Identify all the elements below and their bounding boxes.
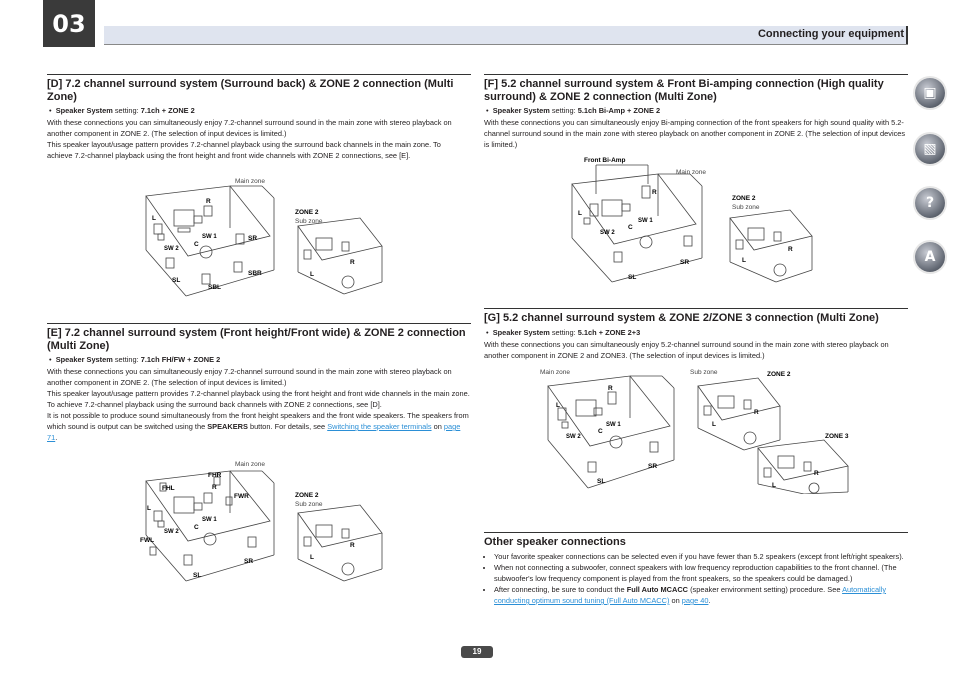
main-zone-label: Main zone: [235, 178, 265, 185]
zone2-speaker-l: L: [712, 421, 716, 428]
other-section-rule: [484, 532, 908, 533]
zone2-label: ZONE 2: [295, 492, 319, 499]
front-biamp-label: Front Bi-Amp: [584, 157, 626, 164]
speaker-sr: SR: [680, 259, 690, 266]
section-f-body: With these connections you can simultaneously enjoy Bi-amping connection of the front speakers for high sound quality with 5.2-channel surround sound in the main zone with stereo playback on another component in ZONE 2. (The selection of input devices is limited.): [484, 118, 906, 149]
other-section-title: Other speaker connections: [484, 536, 626, 548]
zone2-speaker-r: R: [754, 409, 759, 416]
section-g-title: [G] 5.2 channel surround system & ZONE 2/ZONE 3 connection (Multi Zone): [484, 312, 879, 324]
zone3-speaker-l: L: [772, 482, 776, 489]
section-d-setting: • Speaker System setting: 7.1ch + ZONE 2: [49, 106, 195, 115]
section-e-rule: [47, 323, 471, 324]
section-d-title: [D] 7.2 channel surround system (Surround back) & ZONE 2 connection (Multi Zone): [47, 78, 454, 103]
speaker-sl: SL: [193, 572, 202, 579]
speaker-fhl: FHL: [162, 485, 175, 492]
section-e-title: [E] 7.2 channel surround system (Front height/Front wide) & ZONE 2 connection (Multi Zone): [47, 327, 466, 352]
section-g-setting: • Speaker System setting: 5.1ch + ZONE 2+3: [486, 328, 641, 337]
speaker-sw1: SW 1: [606, 422, 621, 428]
page-header-title: Connecting your equipment: [757, 28, 904, 40]
speaker-r: R: [608, 385, 613, 392]
section-e-body: With these connections you can simultaneously enjoy 7.2-channel surround sound in the main zone with stereo playback on another component in ZONE 2. (The selection of input devices is limited.) This speaker layout/usage pattern provides 7.2-channel playback using the front height and front wide channels in the main zone. To achieve 7.2-channel playback using the surround back channels with ZONE 2 connections, see [D]. It is not possible to produce sound simultaneously from the front height speakers and the front wide speakers. The speakers from which sound is output can be switched using the SPEAKERS button. For details, see Switching the speaker terminals on page 71.: [47, 367, 470, 442]
link-switching-speaker-terminals[interactable]: Switching the speaker terminals: [327, 422, 432, 431]
zone2-label: ZONE 2: [732, 195, 756, 202]
zone2-label: ZONE 2: [295, 209, 319, 216]
sub-zone-label: Sub zone: [732, 204, 760, 211]
section-d-rule: [47, 74, 471, 75]
zone2-speaker-r: R: [350, 259, 355, 266]
section-e-setting: • Speaker System setting: 7.1ch FH/FW + ZONE 2: [49, 355, 221, 364]
section-f-title: [F] 5.2 channel surround system & Front Bi-amping connection (High quality surround) & ZONE 2 connection (Multi Zone): [484, 78, 884, 103]
speaker-l: L: [147, 505, 151, 512]
sub-zone-label: Sub zone: [295, 218, 323, 225]
sub-zone-label: Sub zone: [295, 501, 323, 508]
speaker-fhr: FHR: [208, 472, 222, 479]
speaker-l: L: [152, 215, 156, 222]
diagram-f: [566, 152, 826, 286]
diagram-g: [538, 366, 858, 494]
glossary-icon[interactable]: A: [915, 242, 945, 272]
speaker-sl: SL: [597, 478, 606, 485]
diagram-d: [130, 176, 390, 300]
book-icon[interactable]: ▣: [915, 78, 945, 108]
speaker-sw2: SW 2: [164, 246, 179, 252]
speaker-sw2: SW 2: [600, 230, 615, 236]
speaker-sbr: SBR: [248, 270, 262, 277]
speaker-sl: SL: [172, 277, 181, 284]
link-full-auto-mcacc[interactable]: Automatically conducting optimum sound tuning (Full Auto MCACC): [494, 585, 887, 605]
list-item: • When not connecting a subwoofer, connect speakers with low frequency reproduction capabilities to the front channel. (The subwoofer's low frequency component is played from the front speakers, so the speakers could be damaged.): [494, 562, 908, 584]
speaker-sr: SR: [244, 558, 254, 565]
speaker-sw2: SW 2: [164, 529, 179, 535]
remote-icon[interactable]: ▧: [915, 134, 945, 164]
speaker-r: R: [652, 189, 657, 196]
section-g-rule: [484, 308, 908, 309]
speaker-sr: SR: [648, 463, 658, 470]
zone2-speaker-l: L: [310, 554, 314, 561]
main-zone-label: Main zone: [676, 169, 706, 176]
link-page-71[interactable]: page 71: [47, 422, 461, 442]
zone2-speaker-r: R: [788, 246, 793, 253]
speaker-fwr: FWR: [234, 493, 249, 500]
speaker-l: L: [556, 402, 560, 409]
zone2-label: ZONE 2: [767, 371, 791, 378]
list-item: • After connecting, be sure to conduct the Full Auto MCACC (speaker environment setting) procedure. See Automatically conducting optimum sound tuning (Full Auto MCACC) on page 40.: [494, 584, 908, 606]
section-f-rule: [484, 74, 908, 75]
speaker-sw1: SW 1: [202, 234, 217, 240]
zone2-speaker-l: L: [310, 271, 314, 278]
zone3-speaker-r: R: [814, 470, 819, 477]
speaker-sw1: SW 1: [202, 517, 217, 523]
page-number: 19: [461, 646, 493, 658]
other-section-list: [484, 551, 908, 606]
speaker-c: C: [628, 224, 633, 231]
speaker-r: R: [206, 198, 211, 205]
section-f-setting: • Speaker System setting: 5.1ch Bi-Amp + ZONE 2: [486, 106, 661, 115]
section-d-body: With these connections you can simultaneously enjoy 7.2-channel surround sound in the main zone with stereo playback on another component in ZONE 2. (The selection of input devices is limited.) This speaker layout/usage pattern provides 7.2-channel playback using the surround back channels in the main zone. To achieve 7.2-channel playback using the front height and front wide channels with ZONE 2 connections, see [E].: [47, 118, 452, 160]
section-g-body: With these connections you can simultaneously enjoy 5.2-channel surround sound in the main zone with stereo playback on another component in ZONE 2 and ZONE3. (The selection of input devices is limited.): [484, 340, 889, 360]
speaker-fwl: FWL: [140, 537, 155, 544]
speaker-sr: SR: [248, 235, 258, 242]
speaker-c: C: [598, 428, 603, 435]
speaker-c: C: [194, 241, 199, 248]
speaker-sl: SL: [628, 274, 637, 281]
speaker-sw2: SW 2: [566, 434, 581, 440]
header-rule: [906, 26, 908, 44]
speaker-l: L: [578, 210, 582, 217]
zone3-label: ZONE 3: [825, 433, 849, 440]
question-icon[interactable]: ?: [915, 188, 945, 218]
chapter-number: 03: [43, 0, 95, 47]
diagram-e: [130, 457, 390, 585]
main-zone-label: Main zone: [235, 461, 265, 468]
speaker-r: R: [212, 484, 217, 491]
list-item: • Your favorite speaker connections can be selected even if you have fewer than 5.2 speakers (except front left/right speakers).: [494, 551, 908, 562]
speaker-sw1: SW 1: [638, 218, 653, 224]
speaker-sbl: SBL: [208, 284, 221, 291]
main-zone-label: Main zone: [540, 369, 570, 376]
link-page-40[interactable]: page 40: [681, 596, 709, 605]
zone2-speaker-l: L: [742, 257, 746, 264]
speaker-c: C: [194, 524, 199, 531]
zone2-speaker-r: R: [350, 542, 355, 549]
sub-zone-label: Sub zone: [690, 369, 718, 376]
